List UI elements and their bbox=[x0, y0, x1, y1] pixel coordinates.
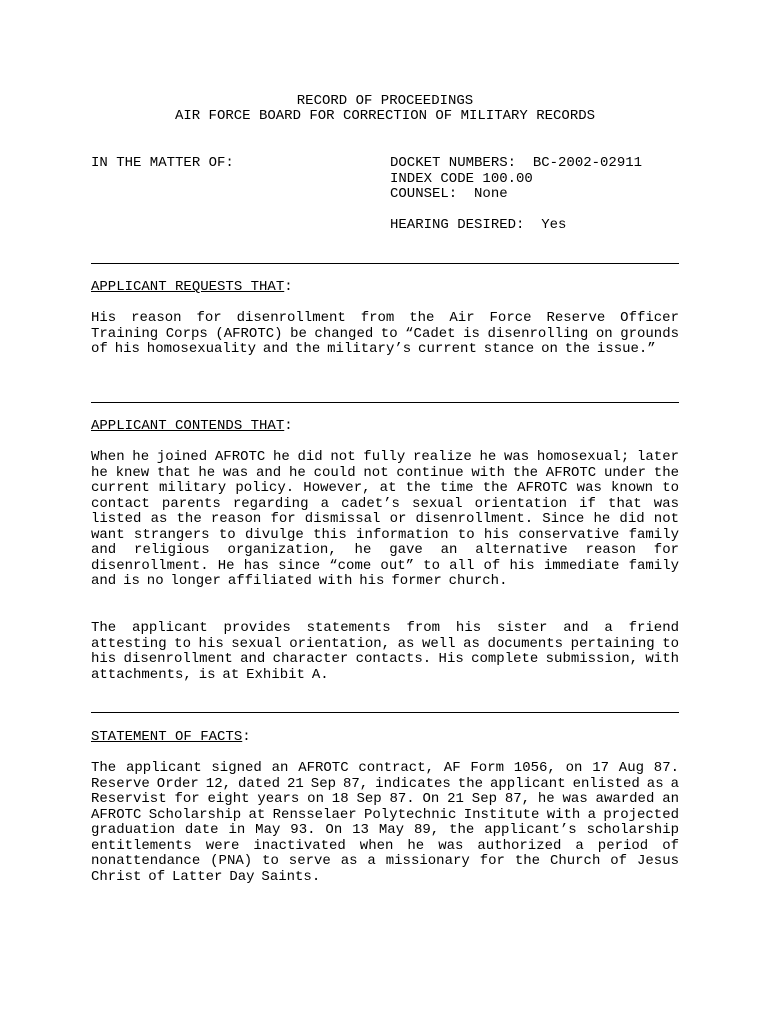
section-heading-facts: STATEMENT OF FACTS: bbox=[91, 729, 251, 745]
facts-heading-text: STATEMENT OF FACTS bbox=[91, 729, 243, 745]
docket-info bbox=[390, 156, 642, 233]
section-heading-requests: APPLICANT REQUESTS THAT: bbox=[91, 279, 293, 295]
section-divider bbox=[91, 712, 679, 713]
board-title: AIR FORCE BOARD FOR CORRECTION OF MILITARY RECORDS bbox=[174, 108, 596, 124]
hearing-desired: HEARING DESIRED: Yes bbox=[390, 216, 567, 233]
matter-label: IN THE MATTER OF: bbox=[91, 155, 234, 171]
record-title: RECORD OF PROCEEDINGS bbox=[296, 93, 474, 109]
section-divider bbox=[91, 402, 679, 403]
facts-paragraph: The applicant signed an AFROTC contract, AF Form 1056, on 17 Aug 87. Reserve Order 12, dated 21 Sep 87, indicates the applicant enlisted as a Reservist for eight years on 18 Sep 87. On 21 Sep 87, he was awarded an AFROTC Scholarship at Rensselaer Polytechnic Institute with a projected graduation date in May 93. On 13 May 89, the applicant’s scholarship entitlements were inactivated when he was authorized a period of nonattendance (PNA) to serve as a missionary for the Church of Jesus Christ of Latter Day Saints. bbox=[91, 760, 679, 885]
contends-heading-text: APPLICANT CONTENDS THAT bbox=[91, 418, 285, 434]
docket-numbers: DOCKET NUMBERS: BC-2002-02911 bbox=[390, 155, 643, 171]
requests-heading-text: APPLICANT REQUESTS THAT bbox=[91, 279, 285, 295]
section-heading-contends: APPLICANT CONTENDS THAT: bbox=[91, 418, 293, 434]
section-divider bbox=[91, 263, 679, 264]
contends-paragraph-1: When he joined AFROTC he did not fully realize he was homosexual; later he knew that he was and he could not continue with the AFROTC under the current military policy. However, at the time the AFROTC was known to contact parents regarding a cadet’s sexual orientation if that was listed as the reason for dismissal or disenrollment. Since he did not want strangers to divulge this information to his conservative family and religious organization, he gave an alternative reason for disenrollment. He has since “come out” to all of his immediate family and is no longer affiliated with his former church. bbox=[91, 449, 679, 589]
contends-paragraph-2: The applicant provides statements from his sister and a friend attesting to his sexual orientation, as well as documents pertaining to his disenrollment and character contacts. His complete submission, with attachments, is at Exhibit A. bbox=[91, 620, 679, 683]
counsel: COUNSEL: None bbox=[390, 186, 508, 202]
requests-paragraph: His reason for disenrollment from the Air Force Reserve Officer Training Corps (AFROTC) be changed to “Cadet is disenrolling on grounds of his homosexuality and the military’s current stance on the issue.” bbox=[91, 310, 679, 357]
index-code: INDEX CODE 100.00 bbox=[390, 170, 533, 187]
